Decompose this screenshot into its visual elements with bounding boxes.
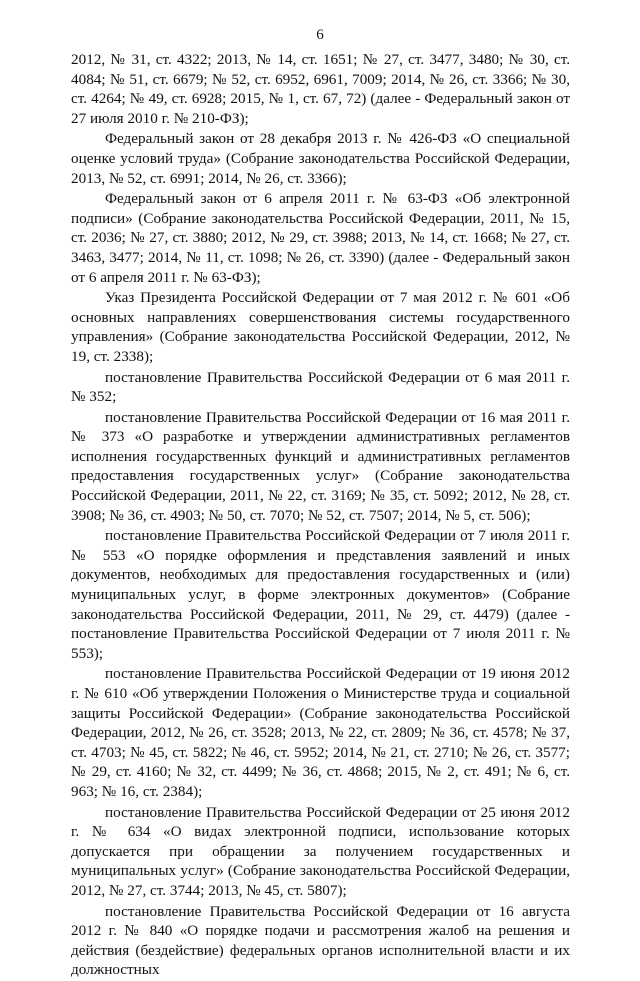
paragraph-1: 2012, № 31, ст. 4322; 2013, № 14, ст. 1651; № 27, ст. 3477, 3480; № 30, ст. 4084; № 51, ст. 6679; № 52, ст. 6952, 6961, 7009; 2014, № 26, ст. 3366; № 30, ст. 4264; № 49, ст. 6928; 2015, № 1, ст. 67, 72) (далее - Федеральный закон от 27 июля 2010 г. № 210-ФЗ); (71, 51, 570, 127)
page-number: 6 (316, 27, 324, 43)
paragraph-7: постановление Правительства Российской Федерации от 7 июля 2011 г. № 553 «О порядке оформления и представления заявлений и иных документов, необходимых для предоставления государственных и (или) муниципальных услуг, в форме электронных документов» (Собрание законодательства Российской Федерации, 2011, № 29, ст. 4479) (далее - постановление Правительства Российской Федерации от 7 июля 2011 г. № 553); (71, 527, 570, 662)
paragraph-9: постановление Правительства Российской Федерации от 25 июня 2012 г. № 634 «О видах электронной подписи, использование которых допускается при обращении за получением государственных и муниципальных услуг» (Собрание законодательства Российской Федерации, 2012, № 27, ст. 3744; 2013, № 45, ст. 5807); (71, 803, 570, 899)
paragraph-2: Федеральный закон от 28 декабря 2013 г. № 426-ФЗ «О специальной оценке условий труда» (Собрание законодательства Российской Федерации, 2013, № 52, ст. 6991; 2014, № 26, ст. 3366); (71, 130, 570, 187)
document-body (71, 50, 570, 981)
paragraph-4: Указ Президента Российской Федерации от 7 мая 2012 г. № 601 «Об основных направлениях совершенствования системы государственного управления» (Собрание законодательства Российской Федерации, 2012, № 19, ст. 2338); (71, 289, 570, 365)
paragraph-10: постановление Правительства Российской Федерации от 16 августа 2012 г. № 840 «О порядке подачи и рассмотрения жалоб на решения и действия (бездействие) федеральных органов исполнительной власти и их должностных (71, 902, 570, 979)
paragraph-3: Федеральный закон от 6 апреля 2011 г. № 63-ФЗ «Об электронной подписи» (Собрание законодательства Российской Федерации, 2011, № 15, ст. 2036; № 27, ст. 3880; 2012, № 29, ст. 3988; 2013, № 14, ст. 1668; № 27, ст. 3463, 3477; 2014, № 11, ст. 1098; № 26, ст. 3390) (далее - Федеральный закон от 6 апреля 2011 г. № 63-ФЗ); (71, 190, 570, 286)
paragraph-6: постановление Правительства Российской Федерации от 16 мая 2011 г. № 373 «О разработке и утверждении административных регламентов исполнения государственных функций и административных регламентов предоставления государственных услуг» (Собрание законодательства Российской Федерации, 2011, № 22, ст. 3169; № 35, ст. 5092; 2012, № 28, ст. 3908; № 36, ст. 4903; № 50, ст. 7070; № 52, ст. 7507; 2014, № 5, ст. 506); (71, 408, 570, 524)
paragraph-8: постановление Правительства Российской Федерации от 19 июня 2012 г. № 610 «Об утверждении Положения о Министерстве труда и социальной защиты Российской Федерации» (Собрание законодательства Российской Федерации, 2012, № 26, ст. 3528; 2013, № 22, ст. 2809; № 36, ст. 4578; № 37, ст. 4703; № 45, ст. 5822; № 46, ст. 5952; 2014, № 21, ст. 2710; № 26, ст. 3577; № 29, ст. 4160; № 32, ст. 4499; № 36, ст. 4868; 2015, № 2, ст. 491; № 6, ст. 963; № 16, ст. 2384); (71, 665, 570, 800)
paragraph-5: постановление Правительства Российской Федерации от 6 мая 2011 г. № 352; (71, 368, 570, 406)
